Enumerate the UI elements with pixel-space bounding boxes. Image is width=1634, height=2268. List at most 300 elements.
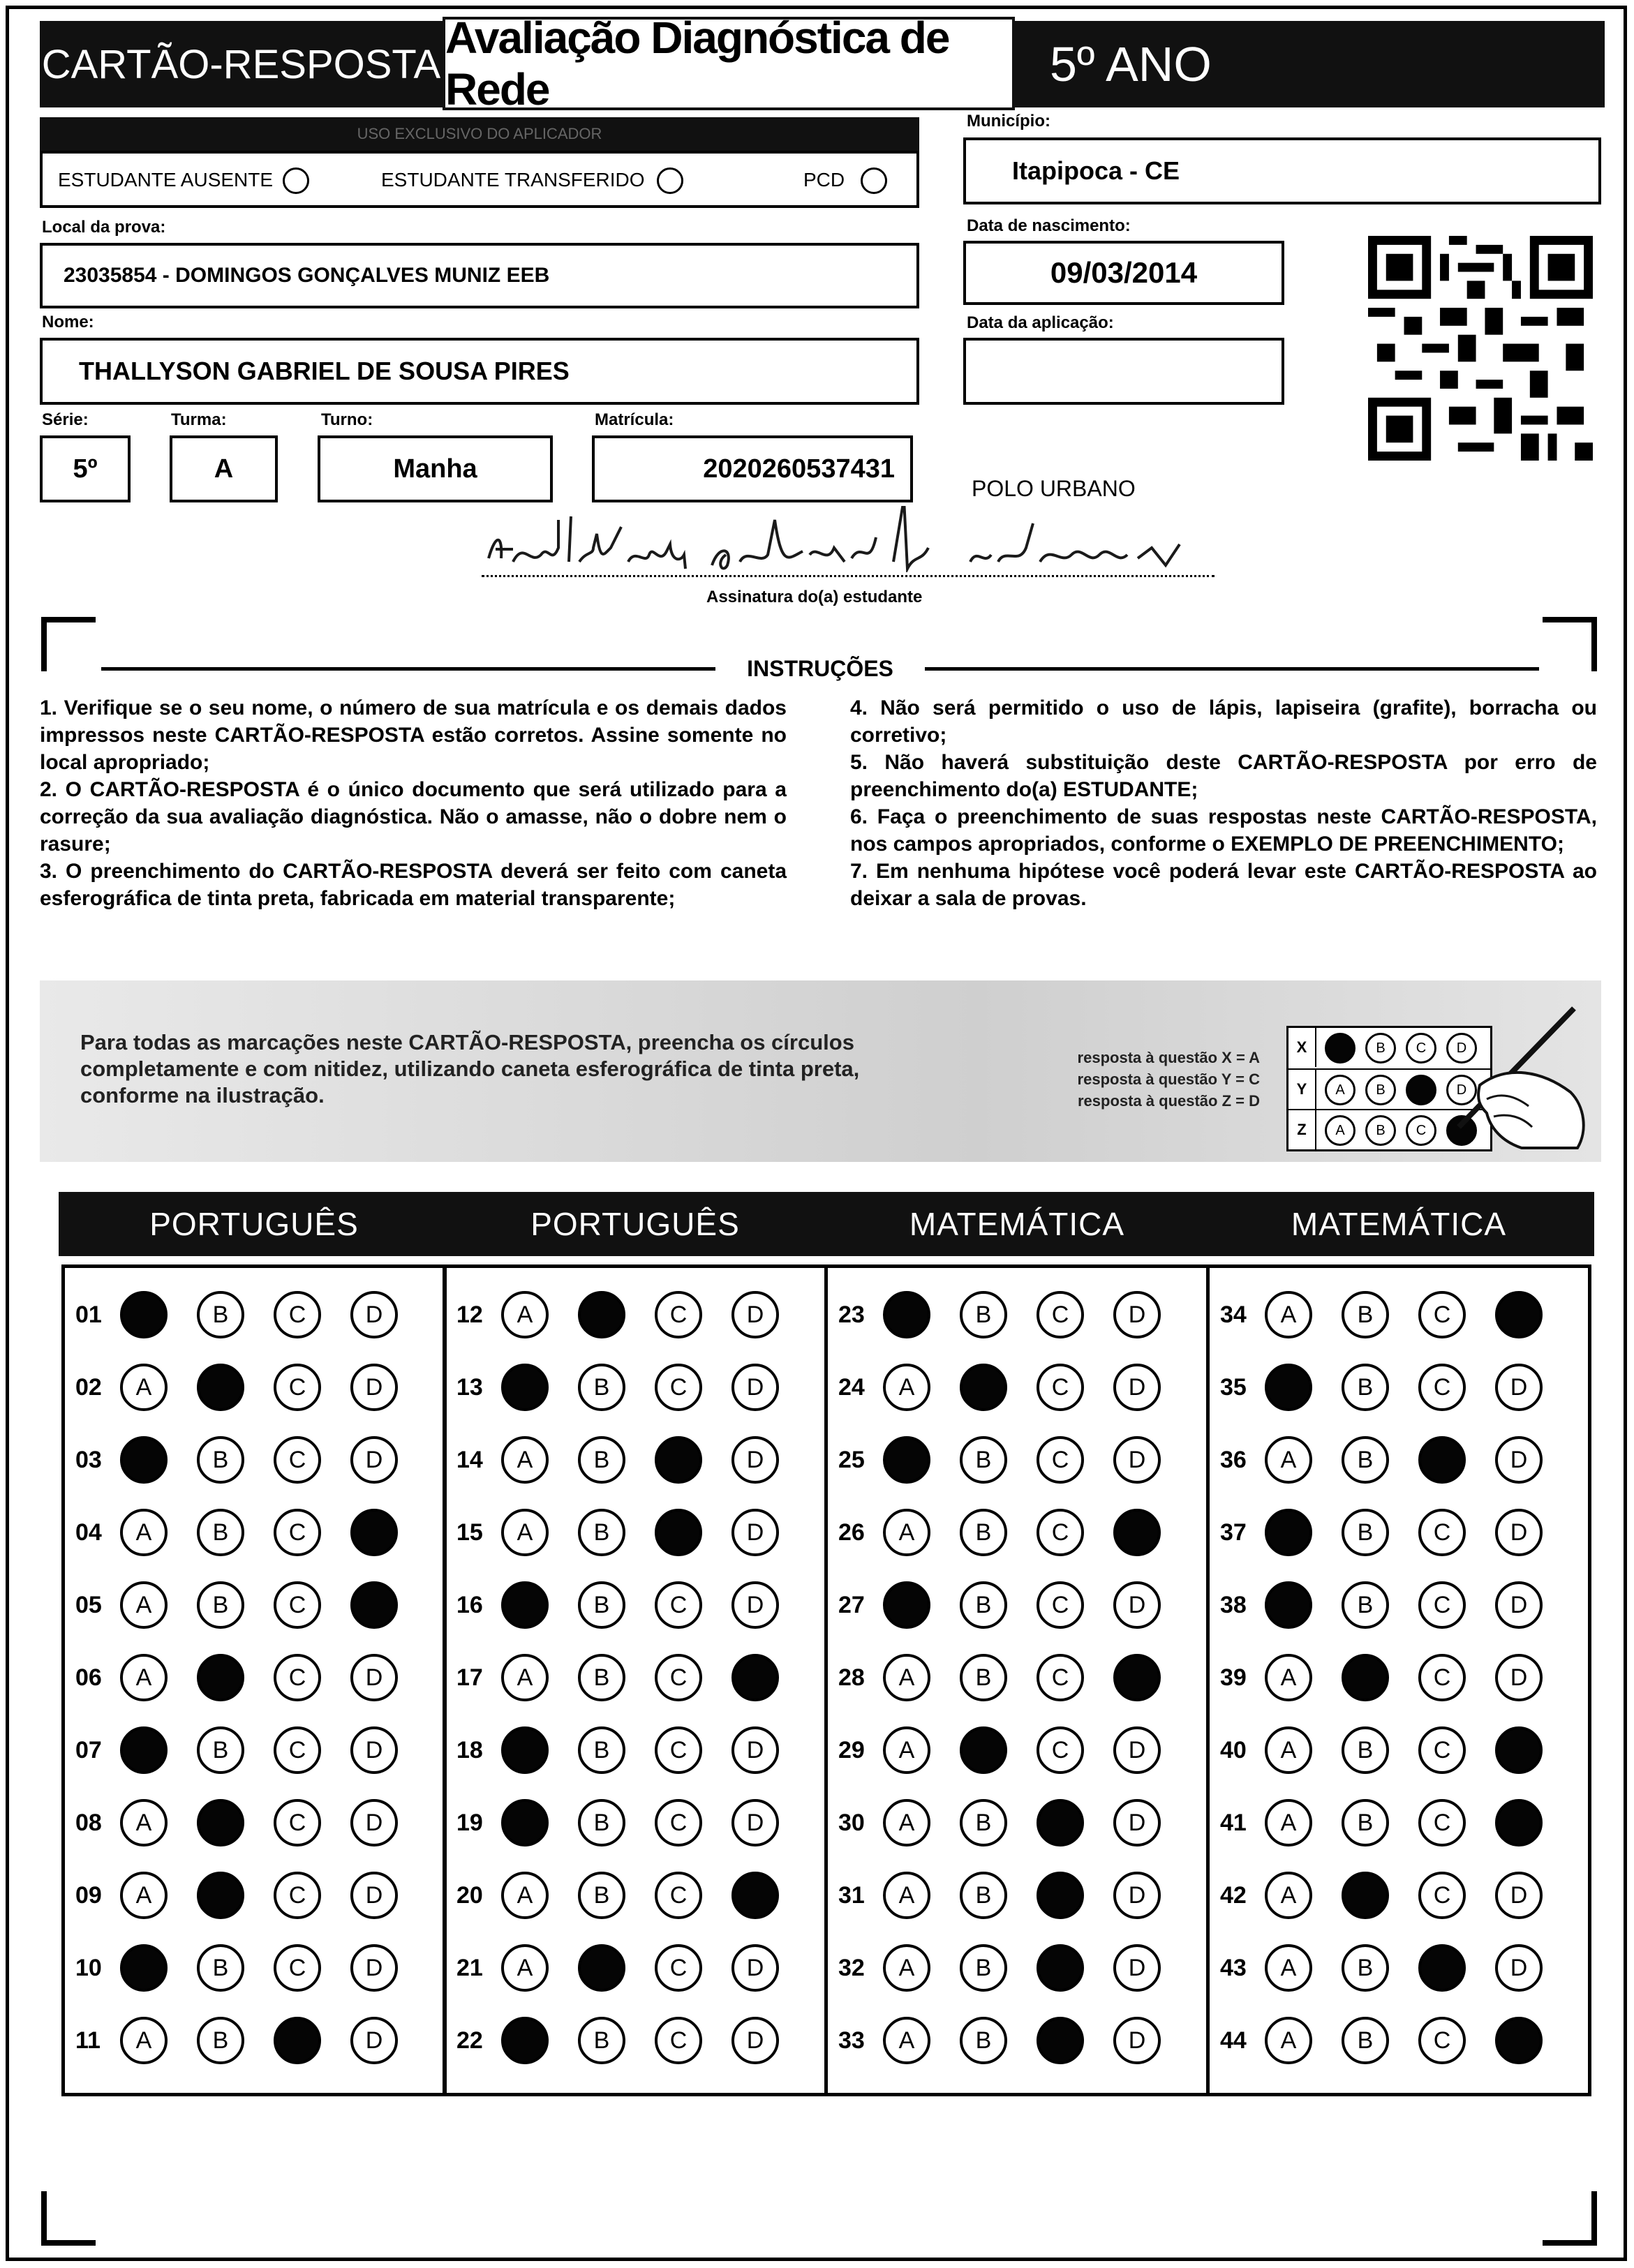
answer-bubble-c[interactable]: C [274, 1654, 321, 1701]
question-number: 17 [456, 1664, 483, 1691]
pcd-label: PCD [803, 169, 845, 191]
answer-bubble-b[interactable]: B [960, 1581, 1007, 1629]
answer-bubble-d[interactable]: D [1113, 2017, 1161, 2064]
question-row [456, 1436, 828, 1484]
name-field: THALLYSON GABRIEL DE SOUSA PIRES [40, 338, 919, 405]
answer-bubble-d[interactable]: D [731, 1944, 779, 1992]
municipio-label: Município: [967, 112, 1050, 130]
qr-code-icon [1368, 236, 1593, 461]
answer-bubble-c[interactable]: C [274, 1509, 321, 1556]
question-row [456, 1581, 828, 1629]
answer-bubble-d[interactable]: D [350, 1799, 398, 1847]
answer-bubble-c[interactable]: C [274, 1872, 321, 1919]
answer-bubble-b[interactable]: B [578, 1799, 625, 1847]
signature-label: Assinatura do(a) estudante [706, 588, 923, 606]
question-number: 22 [456, 2027, 483, 2054]
answer-bubble-b[interactable]: B [960, 1436, 1007, 1484]
answer-bubble-d[interactable] [350, 1509, 398, 1556]
answer-bubble-b[interactable]: B [960, 1654, 1007, 1701]
answer-bubble-b[interactable]: B [1342, 1581, 1389, 1629]
question-number: 18 [456, 1736, 483, 1763]
example-row-label: X [1288, 1028, 1316, 1067]
answer-bubble-a[interactable] [501, 1799, 549, 1847]
answer-bubble-a[interactable] [883, 1436, 930, 1484]
answer-bubble-a[interactable]: A [1265, 1654, 1312, 1701]
answer-bubble-a[interactable] [120, 1291, 168, 1338]
answer-bubble-d[interactable]: D [350, 2017, 398, 2064]
answer-bubble-d[interactable]: D [1113, 1944, 1161, 1992]
answer-bubble-c[interactable]: C [1037, 1291, 1084, 1338]
answer-bubble-d[interactable] [1495, 1799, 1543, 1847]
answer-bubble-d[interactable] [1113, 1509, 1161, 1556]
answer-bubble-c[interactable]: C [655, 1872, 702, 1919]
answer-bubble-d[interactable]: D [1495, 1654, 1543, 1701]
question-row [838, 1872, 1210, 1919]
name-label: Nome: [42, 313, 94, 331]
answer-bubble-c[interactable]: C [1418, 1364, 1466, 1411]
answer-bubble-c[interactable]: C [655, 1726, 702, 1774]
turma-label: Turma: [171, 410, 227, 429]
answer-bubble-b[interactable] [1342, 1654, 1389, 1701]
legend-z: resposta à questão Z = D [1077, 1092, 1260, 1110]
answer-bubble-d[interactable]: D [1495, 1944, 1543, 1992]
answer-bubble-a[interactable]: A [883, 1944, 930, 1992]
question-number: 02 [75, 1373, 102, 1401]
question-number: 28 [838, 1664, 865, 1691]
question-number: 42 [1220, 1881, 1247, 1909]
answer-bubble-d[interactable]: D [1495, 1436, 1543, 1484]
answer-bubble-a[interactable]: A [1265, 1944, 1312, 1992]
answer-bubble-b[interactable]: B [578, 1509, 625, 1556]
question-number: 11 [75, 2027, 101, 2054]
question-row [838, 2017, 1210, 2064]
answer-bubble-b[interactable]: B [578, 1581, 625, 1629]
answer-bubble-b[interactable]: B [1342, 1726, 1389, 1774]
answer-bubble-d[interactable]: D [350, 1654, 398, 1701]
answer-bubble-b[interactable]: B [197, 1436, 244, 1484]
question-row [838, 1509, 1210, 1556]
answer-bubble-b[interactable]: B [1342, 1799, 1389, 1847]
answer-bubble-c[interactable]: C [1418, 1726, 1466, 1774]
absent-checkbox[interactable] [283, 167, 309, 194]
answer-bubble-b[interactable]: B [1342, 1364, 1389, 1411]
turma-field: A [170, 435, 278, 502]
answer-bubble-a[interactable]: A [120, 1364, 168, 1411]
answer-bubble-a[interactable]: A [883, 1509, 930, 1556]
section-title: MATEMÁTICA [1203, 1192, 1594, 1256]
question-number: 13 [456, 1373, 483, 1401]
question-row [838, 1944, 1210, 1992]
instruction-7: 7. Em nenhuma hipótese você poderá levar este CARTÃO-RESPOSTA ao deixar a sala de provas. [850, 860, 1597, 910]
question-row [1220, 1872, 1591, 1919]
example-bubble: A [1325, 1075, 1356, 1105]
answer-bubble-c[interactable]: C [1418, 1509, 1466, 1556]
answer-bubble-a[interactable]: A [1265, 1291, 1312, 1338]
corner-mark-bottom-right [1543, 2191, 1598, 2247]
answer-bubble-d[interactable]: D [350, 1291, 398, 1338]
answer-bubble-d[interactable]: D [731, 1364, 779, 1411]
question-row [838, 1654, 1210, 1701]
answer-bubble-b[interactable]: B [1342, 2017, 1389, 2064]
answer-bubble-b[interactable]: B [960, 1799, 1007, 1847]
answer-bubble-c[interactable]: C [274, 1726, 321, 1774]
example-bubble: C [1406, 1115, 1436, 1146]
answer-bubble-c[interactable]: C [655, 1291, 702, 1338]
answer-bubble-d[interactable] [1113, 1654, 1161, 1701]
example-bubble [1406, 1075, 1436, 1105]
answer-bubble-b[interactable]: B [578, 1872, 625, 1919]
answer-bubble-c[interactable] [1418, 1436, 1466, 1484]
answer-bubble-c[interactable]: C [1037, 1436, 1084, 1484]
answer-bubble-d[interactable]: D [1113, 1436, 1161, 1484]
answer-bubble-c[interactable] [655, 1436, 702, 1484]
corner-mark-top-right [1543, 616, 1598, 671]
question-row [838, 1726, 1210, 1774]
answer-bubble-a[interactable] [120, 1944, 168, 1992]
answer-bubble-c[interactable] [274, 2017, 321, 2064]
question-row [1220, 1291, 1591, 1338]
answer-bubble-c[interactable] [1418, 1944, 1466, 1992]
answer-bubble-a[interactable]: A [120, 1872, 168, 1919]
answer-bubble-a[interactable] [120, 1436, 168, 1484]
answer-bubble-a[interactable]: A [1265, 1799, 1312, 1847]
answer-bubble-b[interactable] [197, 1799, 244, 1847]
question-number: 32 [838, 1954, 865, 1981]
example-legend [1037, 1047, 1260, 1112]
example-bubble: A [1325, 1115, 1356, 1146]
question-row [75, 1944, 447, 1992]
answer-bubble-a[interactable]: A [883, 1726, 930, 1774]
question-number: 07 [75, 1736, 102, 1763]
answer-bubble-c[interactable] [1037, 2017, 1084, 2064]
answer-bubble-a[interactable] [501, 1726, 549, 1774]
answer-bubble-a[interactable]: A [1265, 1872, 1312, 1919]
answer-bubble-c[interactable]: C [655, 1799, 702, 1847]
legend-x: resposta à questão X = A [1077, 1049, 1260, 1066]
answer-bubble-a[interactable]: A [501, 1436, 549, 1484]
question-row [75, 1509, 447, 1556]
answer-bubble-a[interactable]: A [120, 1799, 168, 1847]
answer-bubble-d[interactable]: D [1113, 1726, 1161, 1774]
answer-bubble-b[interactable]: B [960, 1509, 1007, 1556]
answer-bubble-b[interactable] [960, 1726, 1007, 1774]
section-title: PORTUGUÊS [440, 1192, 831, 1256]
question-row [1220, 1509, 1591, 1556]
answer-bubble-a[interactable]: A [883, 1364, 930, 1411]
question-number: 12 [456, 1301, 483, 1328]
question-number: 33 [838, 2027, 865, 2054]
question-row [1220, 2017, 1591, 2064]
answer-bubble-c[interactable]: C [1418, 1581, 1466, 1629]
answer-bubble-d[interactable]: D [731, 1291, 779, 1338]
answer-bubble-a[interactable] [501, 1581, 549, 1629]
question-number: 31 [838, 1881, 865, 1909]
answer-bubble-c[interactable]: C [274, 1364, 321, 1411]
question-number: 29 [838, 1736, 865, 1763]
question-number: 30 [838, 1809, 865, 1836]
question-number: 27 [838, 1591, 865, 1618]
question-row [1220, 1364, 1591, 1411]
answer-bubble-b[interactable]: B [1342, 1944, 1389, 1992]
answer-bubble-d[interactable] [731, 1872, 779, 1919]
question-row [75, 1581, 447, 1629]
answer-bubble-d[interactable]: D [350, 1364, 398, 1411]
answer-bubble-d[interactable]: D [1113, 1364, 1161, 1411]
answer-bubble-b[interactable]: B [578, 2017, 625, 2064]
answer-bubble-b[interactable]: B [197, 1291, 244, 1338]
answer-bubble-d[interactable]: D [731, 1726, 779, 1774]
answer-bubble-a[interactable] [501, 2017, 549, 2064]
answer-bubble-b[interactable] [197, 1872, 244, 1919]
question-row [838, 1436, 1210, 1484]
answer-bubble-c[interactable]: C [1418, 1654, 1466, 1701]
answer-bubble-a[interactable]: A [1265, 1726, 1312, 1774]
question-row [456, 2017, 828, 2064]
answer-bubble-d[interactable] [1495, 1726, 1543, 1774]
example-bubble: D [1446, 1033, 1477, 1064]
question-number: 03 [75, 1446, 102, 1473]
answer-bubble-a[interactable] [120, 1726, 168, 1774]
municipio-field: Itapipoca - CE [963, 137, 1601, 204]
answer-bubble-a[interactable] [1265, 1581, 1312, 1629]
question-number: 36 [1220, 1446, 1247, 1473]
answer-bubble-d[interactable]: D [1495, 1364, 1543, 1411]
question-number: 41 [1220, 1809, 1247, 1836]
example-bubble: B [1365, 1115, 1396, 1146]
question-number: 19 [456, 1809, 483, 1836]
answer-bubble-a[interactable]: A [501, 1509, 549, 1556]
answer-bubble-b[interactable] [578, 1291, 625, 1338]
turno-label: Turno: [321, 410, 373, 429]
answer-bubble-d[interactable]: D [731, 2017, 779, 2064]
answer-bubble-d[interactable] [1495, 1291, 1543, 1338]
answer-bubble-d[interactable]: D [1113, 1581, 1161, 1629]
instructions-title: INSTRUÇÕES [747, 655, 893, 681]
question-row [456, 1509, 828, 1556]
question-row [75, 1364, 447, 1411]
answer-bubble-d[interactable] [731, 1654, 779, 1701]
question-row [838, 1799, 1210, 1847]
answer-bubble-c[interactable]: C [1037, 1654, 1084, 1701]
question-row [1220, 1654, 1591, 1701]
question-number: 10 [75, 1954, 102, 1981]
answer-bubble-d[interactable]: D [1495, 1509, 1543, 1556]
question-number: 26 [838, 1519, 865, 1546]
question-row [1220, 1436, 1591, 1484]
question-number: 35 [1220, 1373, 1247, 1401]
serie-field: 5º [40, 435, 131, 502]
answer-bubble-d[interactable]: D [350, 1872, 398, 1919]
question-row [75, 1799, 447, 1847]
answer-bubble-c[interactable]: C [1037, 1509, 1084, 1556]
answer-bubble-d[interactable]: D [731, 1581, 779, 1629]
example-bubble: B [1365, 1033, 1396, 1064]
answer-bubble-b[interactable]: B [197, 1726, 244, 1774]
question-row [456, 1944, 828, 1992]
example-bubble: C [1406, 1033, 1436, 1064]
answer-bubble-a[interactable]: A [120, 1509, 168, 1556]
question-number: 15 [456, 1519, 483, 1546]
answer-bubble-c[interactable]: C [655, 2017, 702, 2064]
answer-bubble-b[interactable]: B [960, 1944, 1007, 1992]
answer-bubble-b[interactable]: B [578, 1436, 625, 1484]
answer-bubble-d[interactable]: D [350, 1944, 398, 1992]
absent-label: ESTUDANTE AUSENTE [58, 169, 274, 191]
answer-bubble-c[interactable]: C [1037, 1364, 1084, 1411]
example-bubble: D [1446, 1075, 1477, 1105]
answer-bubble-a[interactable]: A [1265, 1436, 1312, 1484]
instruction-6: 6. Faça o preenchimento de suas respostas neste CARTÃO-RESPOSTA, nos campos apropriados, conforme o EXEMPLO DE PREENCHIMENTO; [850, 805, 1597, 856]
answer-bubble-b[interactable]: B [197, 1581, 244, 1629]
answer-bubble-b[interactable]: B [197, 1509, 244, 1556]
question-row [838, 1581, 1210, 1629]
answer-bubble-d[interactable]: D [1495, 1872, 1543, 1919]
question-row [1220, 1726, 1591, 1774]
answer-bubble-a[interactable]: A [501, 1291, 549, 1338]
signature-line [482, 527, 1215, 577]
answer-bubble-b[interactable] [197, 1364, 244, 1411]
answer-bubble-c[interactable]: C [274, 1291, 321, 1338]
answer-bubble-a[interactable] [1265, 1509, 1312, 1556]
question-number: 23 [838, 1301, 865, 1328]
answer-bubble-a[interactable]: A [883, 1799, 930, 1847]
answer-bubble-a[interactable]: A [1265, 2017, 1312, 2064]
answer-bubble-b[interactable]: B [578, 1654, 625, 1701]
answer-bubble-c[interactable]: C [274, 1436, 321, 1484]
answer-bubble-b[interactable]: B [1342, 1436, 1389, 1484]
answer-bubble-d[interactable]: D [1113, 1799, 1161, 1847]
turno-field: Manha [318, 435, 553, 502]
question-number: 01 [75, 1301, 102, 1328]
question-row [1220, 1581, 1591, 1629]
answer-bubble-a[interactable]: A [120, 1654, 168, 1701]
answer-bubble-c[interactable]: C [274, 1944, 321, 1992]
answer-bubble-b[interactable] [197, 1654, 244, 1701]
answer-bubble-b[interactable]: B [578, 1364, 625, 1411]
answer-bubble-a[interactable]: A [120, 2017, 168, 2064]
answer-bubble-a[interactable] [501, 1364, 549, 1411]
answer-bubble-a[interactable]: A [883, 1654, 930, 1701]
question-number: 14 [456, 1446, 483, 1473]
question-number: 04 [75, 1519, 102, 1546]
instruction-2: 2. O CARTÃO-RESPOSTA é o único documento que será utilizado para a correção da sua avaliação diagnóstica. Não o amasse, não o dobre nem o rasure; [40, 778, 787, 856]
answer-bubble-b[interactable] [1342, 1872, 1389, 1919]
grade-title: 5º ANO [1015, 21, 1605, 107]
answer-bubble-b[interactable]: B [960, 2017, 1007, 2064]
answer-bubble-a[interactable]: A [883, 2017, 930, 2064]
question-number: 38 [1220, 1591, 1247, 1618]
answer-bubble-c[interactable]: C [274, 1581, 321, 1629]
answer-bubble-a[interactable]: A [120, 1581, 168, 1629]
question-number: 16 [456, 1591, 483, 1618]
answer-bubble-c[interactable] [1037, 1944, 1084, 1992]
corner-mark-bottom-left [40, 2191, 96, 2247]
answer-bubble-a[interactable]: A [501, 1872, 549, 1919]
instruction-1: 1. Verifique se o seu nome, o número de sua matrícula e os demais dados impressos neste CARTÃO-RESPOSTA estão corretos. Assine somente no local apropriado; [40, 696, 787, 774]
answer-bubble-b[interactable] [578, 1944, 625, 1992]
answer-bubble-d[interactable]: D [350, 1726, 398, 1774]
question-number: 40 [1220, 1736, 1247, 1763]
answer-bubble-b[interactable]: B [197, 1944, 244, 1992]
answer-bubble-c[interactable]: C [655, 1364, 702, 1411]
answer-bubble-d[interactable] [1495, 2017, 1543, 2064]
section-title: MATEMÁTICA [822, 1192, 1212, 1256]
answer-bubble-d[interactable] [350, 1581, 398, 1629]
answer-bubble-b[interactable] [960, 1364, 1007, 1411]
answer-bubble-c[interactable]: C [655, 1581, 702, 1629]
question-row [456, 1872, 828, 1919]
answer-bubble-d[interactable]: D [350, 1436, 398, 1484]
instructions-left [40, 694, 787, 912]
instruction-3: 3. O preenchimento do CARTÃO-RESPOSTA deverá ser feito com caneta esferográfica de tinta preta, fabricada em material transparente; [40, 860, 787, 910]
answer-bubble-b[interactable]: B [578, 1726, 625, 1774]
polo-label: POLO URBANO [972, 476, 1136, 501]
local-label: Local da prova: [42, 218, 166, 237]
answer-bubble-a[interactable] [1265, 1364, 1312, 1411]
answer-bubble-d[interactable]: D [731, 1436, 779, 1484]
answer-bubble-a[interactable]: A [501, 1944, 549, 1992]
answer-bubble-c[interactable]: C [1418, 1799, 1466, 1847]
answer-bubble-c[interactable]: C [1037, 1726, 1084, 1774]
answer-bubble-c[interactable] [1037, 1872, 1084, 1919]
question-row [456, 1654, 828, 1701]
question-number: 06 [75, 1664, 102, 1691]
question-row [838, 1291, 1210, 1338]
answer-bubble-c[interactable]: C [1418, 1291, 1466, 1338]
answer-bubble-b[interactable]: B [1342, 1509, 1389, 1556]
answer-bubble-c[interactable]: C [1418, 1872, 1466, 1919]
answer-bubble-c[interactable]: C [655, 1944, 702, 1992]
answer-bubble-a[interactable] [883, 1291, 930, 1338]
answer-bubble-a[interactable]: A [883, 1872, 930, 1919]
serie-label: Série: [42, 410, 89, 429]
transferred-checkbox[interactable] [657, 167, 683, 194]
applicator-box [40, 151, 919, 208]
example-row-label: Z [1288, 1110, 1316, 1149]
answer-bubble-c[interactable]: C [1418, 2017, 1466, 2064]
question-row [75, 1436, 447, 1484]
instruction-5: 5. Não haverá substituição deste CARTÃO-RESPOSTA por erro de preenchimento do(a) ESTUDANTE; [850, 751, 1597, 801]
answer-bubble-b[interactable]: B [197, 2017, 244, 2064]
answer-bubble-b[interactable]: B [1342, 1291, 1389, 1338]
answer-bubble-c[interactable] [1037, 1799, 1084, 1847]
application-date-field[interactable] [963, 338, 1284, 405]
matricula-label: Matrícula: [595, 410, 674, 429]
answer-bubble-d[interactable]: D [1495, 1581, 1543, 1629]
answer-bubble-a[interactable] [883, 1581, 930, 1629]
answer-bubble-d[interactable]: D [1113, 1872, 1161, 1919]
answer-bubble-a[interactable]: A [501, 1654, 549, 1701]
evaluation-title: Avaliação Diagnóstica de Rede [443, 17, 1015, 110]
answer-bubble-c[interactable] [655, 1509, 702, 1556]
example-text: Para todas as marcações neste CARTÃO-RESPOSTA, preencha os círculos completamente e com nitidez, utilizando caneta esferográfica de tinta preta, conforme na ilustração. [80, 1030, 860, 1107]
answer-bubble-d[interactable]: D [731, 1509, 779, 1556]
question-number: 08 [75, 1809, 102, 1836]
answer-bubble-b[interactable]: B [960, 1872, 1007, 1919]
answer-bubble-c[interactable]: C [655, 1654, 702, 1701]
pcd-checkbox[interactable] [861, 167, 887, 194]
matricula-field: 2020260537431 [592, 435, 913, 502]
applicator-header: USO EXCLUSIVO DO APLICADOR [40, 117, 919, 151]
answer-bubble-d[interactable]: D [731, 1799, 779, 1847]
question-number: 05 [75, 1591, 102, 1618]
local-field: 23035854 - DOMINGOS GONÇALVES MUNIZ EEB [40, 243, 919, 308]
answer-bubble-d[interactable]: D [1113, 1291, 1161, 1338]
example-bubble: B [1365, 1075, 1396, 1105]
answer-bubble-c[interactable]: C [274, 1799, 321, 1847]
answer-bubble-b[interactable]: B [960, 1291, 1007, 1338]
answer-bubble-c[interactable]: C [1037, 1581, 1084, 1629]
